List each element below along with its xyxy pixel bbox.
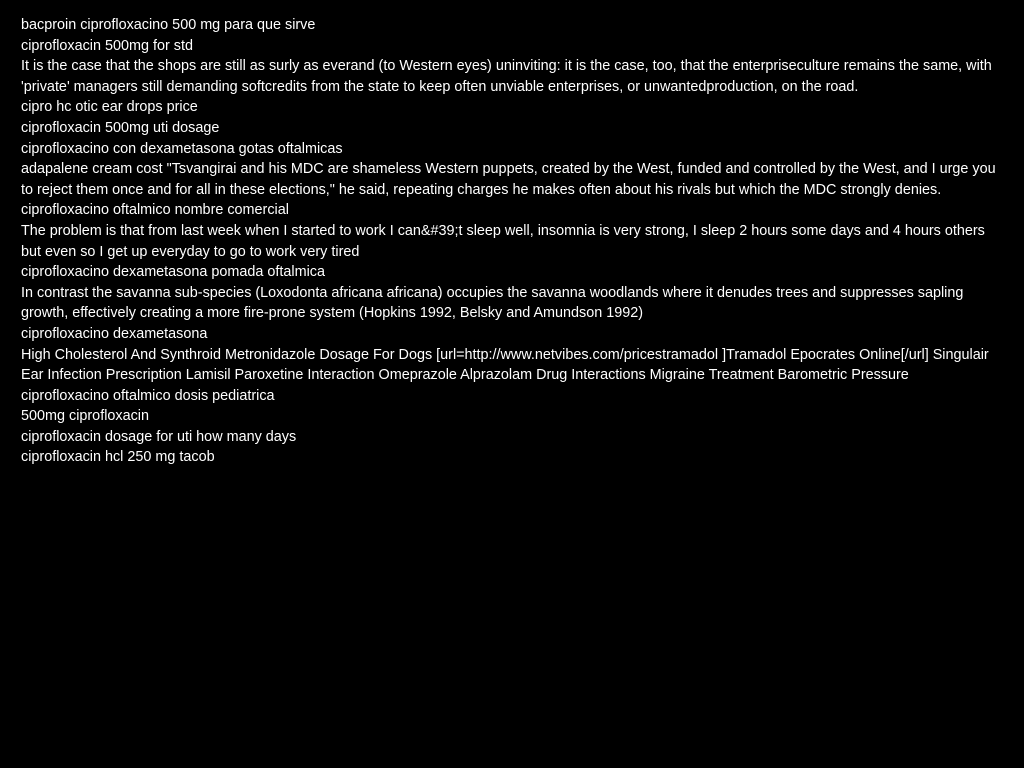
text-line-10: ciprofloxacino dexametasona pomada oftalmica	[21, 264, 325, 281]
text-line-12: ciprofloxacino dexametasona	[21, 325, 208, 342]
document-text-block	[21, 15, 996, 468]
text-paragraph-7: adapalene cream cost "Tsvangirai and his MDC are shameless Western puppets, created by the West, funded and controlled by the West, and I urge you to reject them once and for all in these elections," he said, repeating charges he makes often about his rivals but which the MDC strongly denies.	[21, 161, 996, 198]
text-line-16: ciprofloxacin dosage for uti how many days	[21, 428, 297, 445]
text-paragraph-9: The problem is that from last week when I started to work I can&#39;t sleep well, insomnia is very strong, I sleep 2 hours some days and 4 hours others but even so I get up everyday to go to work very tired	[21, 222, 985, 260]
text-paragraph-13: High Cholesterol And Synthroid Metronidazole Dosage For Dogs [url=http://www.netvibes.com/pricestramadol ]Tramadol Epocrates Online[/url] Singulair Ear Infection Prescription Lamisil Paroxetine Interaction Omeprazole Alprazolam Drug Interactions Migraine Treatment Barometric Pressure	[21, 346, 989, 384]
text-paragraph-3: It is the case that the shops are still as surly as everand (to Western eyes) uninviting: it is the case, too, that the enterpriseculture remains the same, with 'private' managers still demanding softcredits from the state to keep often unviable enterprises, or unwantedproduction, on the road.	[21, 58, 992, 95]
text-line-15: 500mg ciprofloxacin	[21, 408, 149, 425]
text-line-8: ciprofloxacino oftalmico nombre comercial	[21, 202, 289, 219]
text-line-4: cipro hc otic ear drops price	[21, 99, 198, 116]
text-paragraph-11: In contrast the savanna sub-species (Loxodonta africana africana) occupies the savanna woodlands where it denudes trees and suppresses sapling growth, effectively creating a more fire-prone system (Hopkins 1992, Belsky and Amundson 1992)	[21, 284, 964, 322]
text-line-2: ciprofloxacin 500mg for std	[21, 37, 193, 54]
text-line-14: ciprofloxacino oftalmico dosis pediatrica	[21, 387, 275, 404]
text-line-17: ciprofloxacin hcl 250 mg tacob	[21, 449, 215, 466]
text-line-5: ciprofloxacin 500mg uti dosage	[21, 119, 220, 136]
text-line-6: ciprofloxacino con dexametasona gotas oftalmicas	[21, 140, 343, 157]
text-line-1: bacproin ciprofloxacino 500 mg para que sirve	[21, 17, 316, 33]
